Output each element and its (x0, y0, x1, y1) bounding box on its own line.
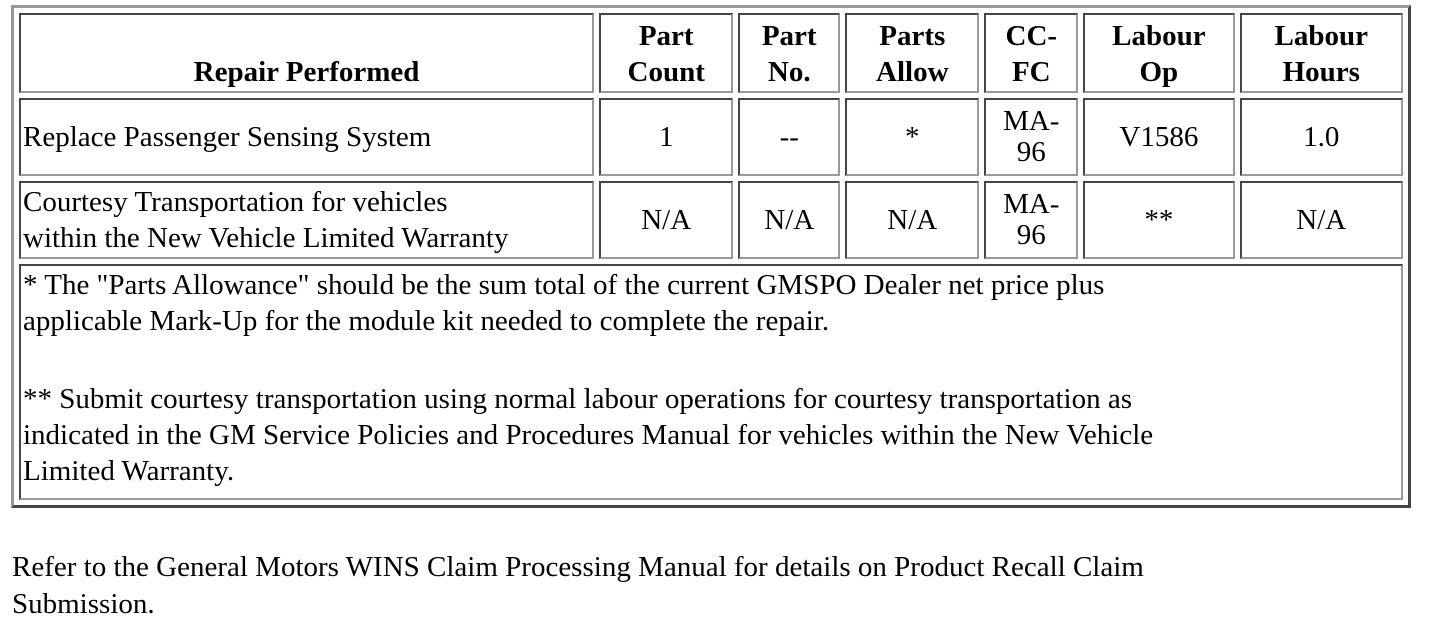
labour-op-cell: ** (1083, 181, 1234, 259)
part-count-cell: N/A (599, 181, 733, 259)
labour-op-cell: V1586 (1083, 98, 1234, 176)
footnote-spacer (23, 339, 1399, 381)
footnote-courtesy-transportation: ** Submit courtesy transportation using normal labour operations for courtesy transportation as indicated in the GM Service Policies and Procedures Manual for vehicles within the New Vehicle Limited Warranty. (23, 383, 1154, 487)
header-row (19, 13, 1403, 93)
repair-table (11, 5, 1411, 508)
notes-row (19, 264, 1403, 500)
refer-paragraph: Refer to the General Motors WINS Claim Processing Manual for details on Product Recall Claim Submission. (12, 551, 1144, 620)
parts-allow-cell: * (845, 98, 979, 176)
table-row (19, 98, 1403, 176)
parts-allow-cell: N/A (845, 181, 979, 259)
part-count-cell: 1 (599, 98, 733, 176)
footnote-parts-allowance: * The "Parts Allowance" should be the sum total of the current GMSPO Dealer net price plus applicable Mark-Up for the module kit needed to complete the repair. (23, 269, 1105, 337)
cc-fc-cell: MA- 96 (984, 181, 1078, 259)
part-no-cell: N/A (738, 181, 840, 259)
notes-cell (19, 264, 1403, 500)
header-part-no: Part No. (738, 13, 840, 93)
repair-cell: Courtesy Transportation for vehicles within the New Vehicle Limited Warranty (19, 181, 594, 259)
header-repair-performed: Repair Performed (19, 13, 594, 93)
table-row (19, 181, 1403, 259)
header-parts-allow: Parts Allow (845, 13, 979, 93)
labour-hours-cell: N/A (1240, 181, 1403, 259)
header-part-count: Part Count (599, 13, 733, 93)
labour-hours-cell: 1.0 (1240, 98, 1403, 176)
repair-cell: Replace Passenger Sensing System (19, 98, 594, 176)
header-cc-fc: CC- FC (984, 13, 1078, 93)
cc-fc-cell: MA- 96 (984, 98, 1078, 176)
part-no-cell: -- (738, 98, 840, 176)
header-labour-op: Labour Op (1083, 13, 1234, 93)
header-labour-hours: Labour Hours (1240, 13, 1403, 93)
